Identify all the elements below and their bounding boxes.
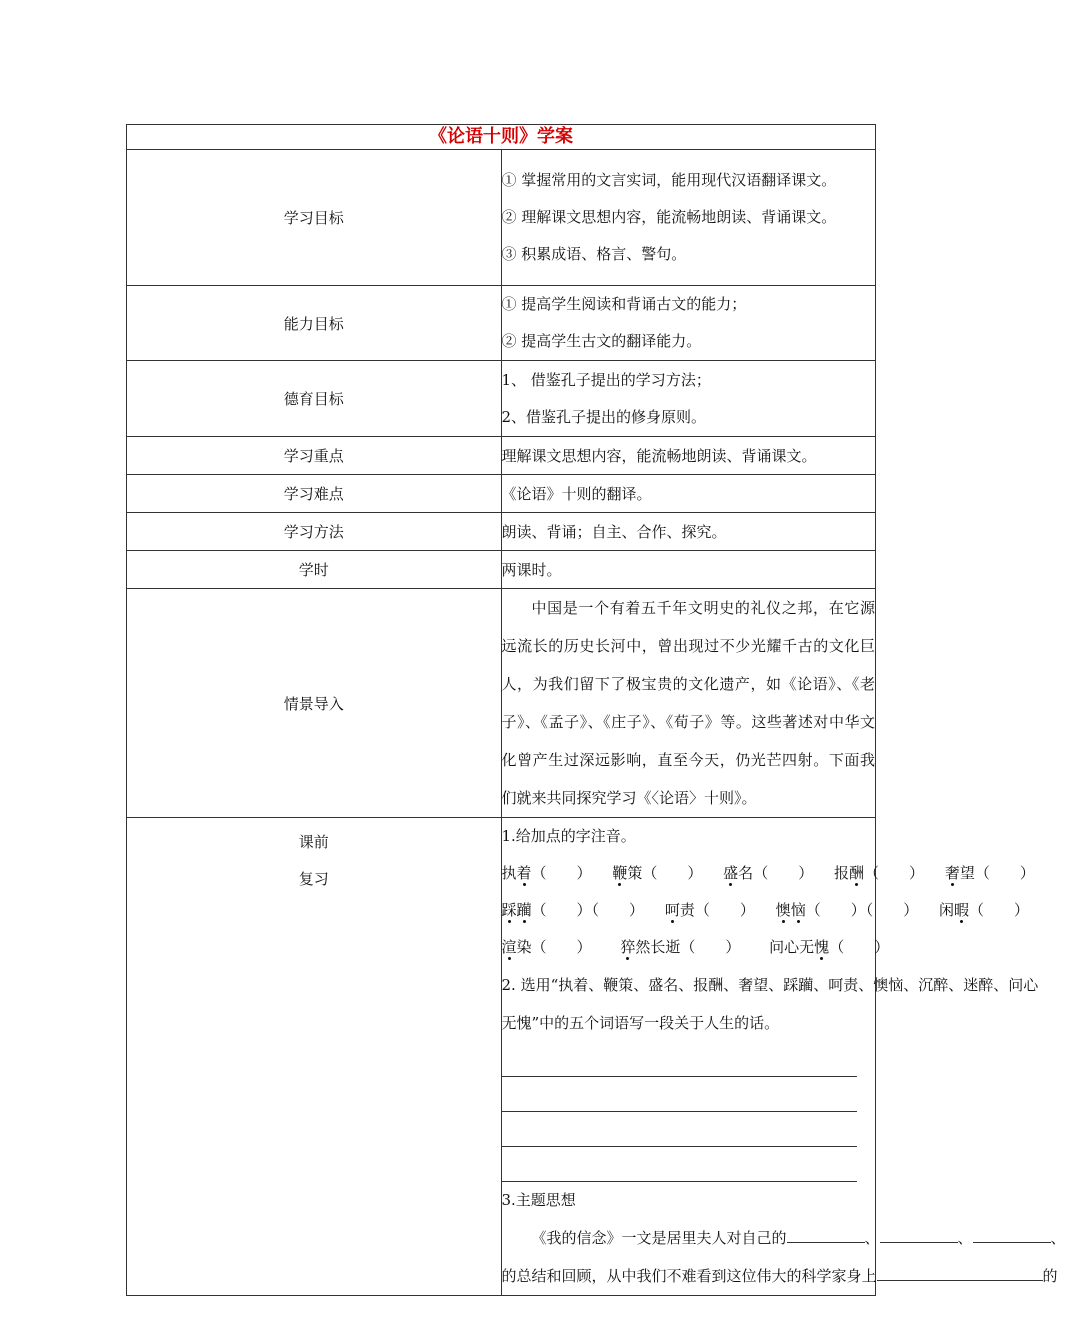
ability-content [501,286,876,361]
word-aonao: 懊恼 [775,901,806,919]
review-content [501,818,1066,1296]
hours-content: 两课时。 [501,551,876,589]
answer-line [502,1042,858,1077]
moral-item: 2、借鉴孔子提出的修身原则。 [501,407,707,426]
label-intro: 情景导入 [127,589,502,818]
word-baochou: 报酬 [833,864,865,882]
label-method: 学习方法 [127,513,502,551]
label-hours: 学时 [127,551,502,589]
moral-content [501,361,876,437]
pinyin-row-3: 渲染（ ） 猝然长逝（ ） 问心无愧（ ） [501,938,890,956]
difficulty-content: 《论语》十则的翻译。 [501,475,876,513]
pinyin-row-1: 执着（ ） 鞭策（ ） 盛名（ ） 报酬（ ） 奢望（ ） [501,864,1035,882]
study-plan-table [126,124,1066,1296]
label-goals: 学习目标 [127,150,502,286]
fill-blank[interactable] [880,1228,958,1243]
label-review-line1: 课前 [298,833,329,851]
intro-content [501,589,876,818]
goals-content [501,150,876,286]
word-shewang: 奢望 [944,864,975,882]
review-question-1: 1.给加点的字注音。 [501,827,636,845]
fill-blank[interactable] [787,1228,865,1243]
label-key: 学习重点 [127,437,502,475]
goal-item: ② 理解课文思想内容，能流畅地朗读、背诵课文。 [501,208,837,226]
question-3-line-1: 《我的信念》一文是居里夫人对自己的 、 、 、 [531,1229,1066,1247]
word-bianche: 鞭策 [612,864,643,882]
question-2-line-1: 2. 选用“执着、鞭策、盛名、报酬、奢望、踩躏、呵责、懊恼、沉醉、迷醉、问心 [501,976,1039,994]
label-ability: 能力目标 [127,286,502,361]
ability-item: ② 提高学生古文的翻译能力。 [501,332,702,350]
label-moral: 德育目标 [127,361,502,437]
word-wenxinwukui: 问心无愧 [769,938,830,956]
label-review-line2: 复习 [298,870,329,888]
pinyin-row-2: 踩躏（ ）（ ） 呵责（ ） 懊恼（ ）（ ） 闲暇（ ） [501,901,1030,919]
ability-item: ① 提高学生阅读和背诵古文的能力； [501,295,747,313]
answer-lines [502,1042,876,1182]
fill-blank[interactable] [877,1266,1043,1281]
word-curanchangshi: 猝然长逝 [620,938,681,956]
word-shengming: 盛名 [723,864,754,882]
page-title: 《论语十则》学案 [127,125,876,150]
label-difficulty: 学习难点 [127,475,502,513]
word-xuanran: 渲染 [501,938,532,956]
review-question-2 [501,966,1039,1042]
moral-item: 1、 借鉴孔子提出的学习方法； [501,370,711,389]
word-zhizhuo: 执着 [501,864,532,882]
goal-item: ③ 积累成语、格言、警句。 [501,245,687,263]
word-heze: 呵责 [664,901,695,919]
key-content: 理解课文思想内容，能流畅地朗读、背诵课文。 [501,437,876,475]
method-content: 朗读、背诵；自主、合作、探究。 [501,513,876,551]
goal-item: ① 掌握常用的文言实词，能用现代汉语翻译课文。 [501,171,837,189]
fill-blank[interactable] [973,1228,1051,1243]
label-review [127,818,502,1296]
intro-paragraph: 中国是一个有着五千年文明史的礼仪之邦，在它源远流长的历史长河中，曾出现过不少光耀千古的文化巨人，为我们留下了极宝贵的文化遗产，如《论语》、《老子》、《孟子》、《庄子》、《荀子》等。这些著述对中华文化曾产生过深远影响，直至今天，仍光芒四射。下面我们就来共同探究学习《〈论语〉十则》。 [501,599,875,807]
word-cailin: 踩躏 [501,901,532,919]
question-2-line-2: 无愧”中的五个词语写一段关于人生的话。 [501,1014,780,1032]
word-xianxia: 闲暇 [939,901,970,919]
question-3-line-2: 的总结和回顾，从中我们不难看到这位伟大的科学家身上 的 [501,1267,1058,1285]
review-question-3: 3.主题思想 [501,1191,576,1209]
answer-line [502,1147,858,1182]
answer-line [502,1112,858,1147]
answer-line [502,1077,858,1112]
